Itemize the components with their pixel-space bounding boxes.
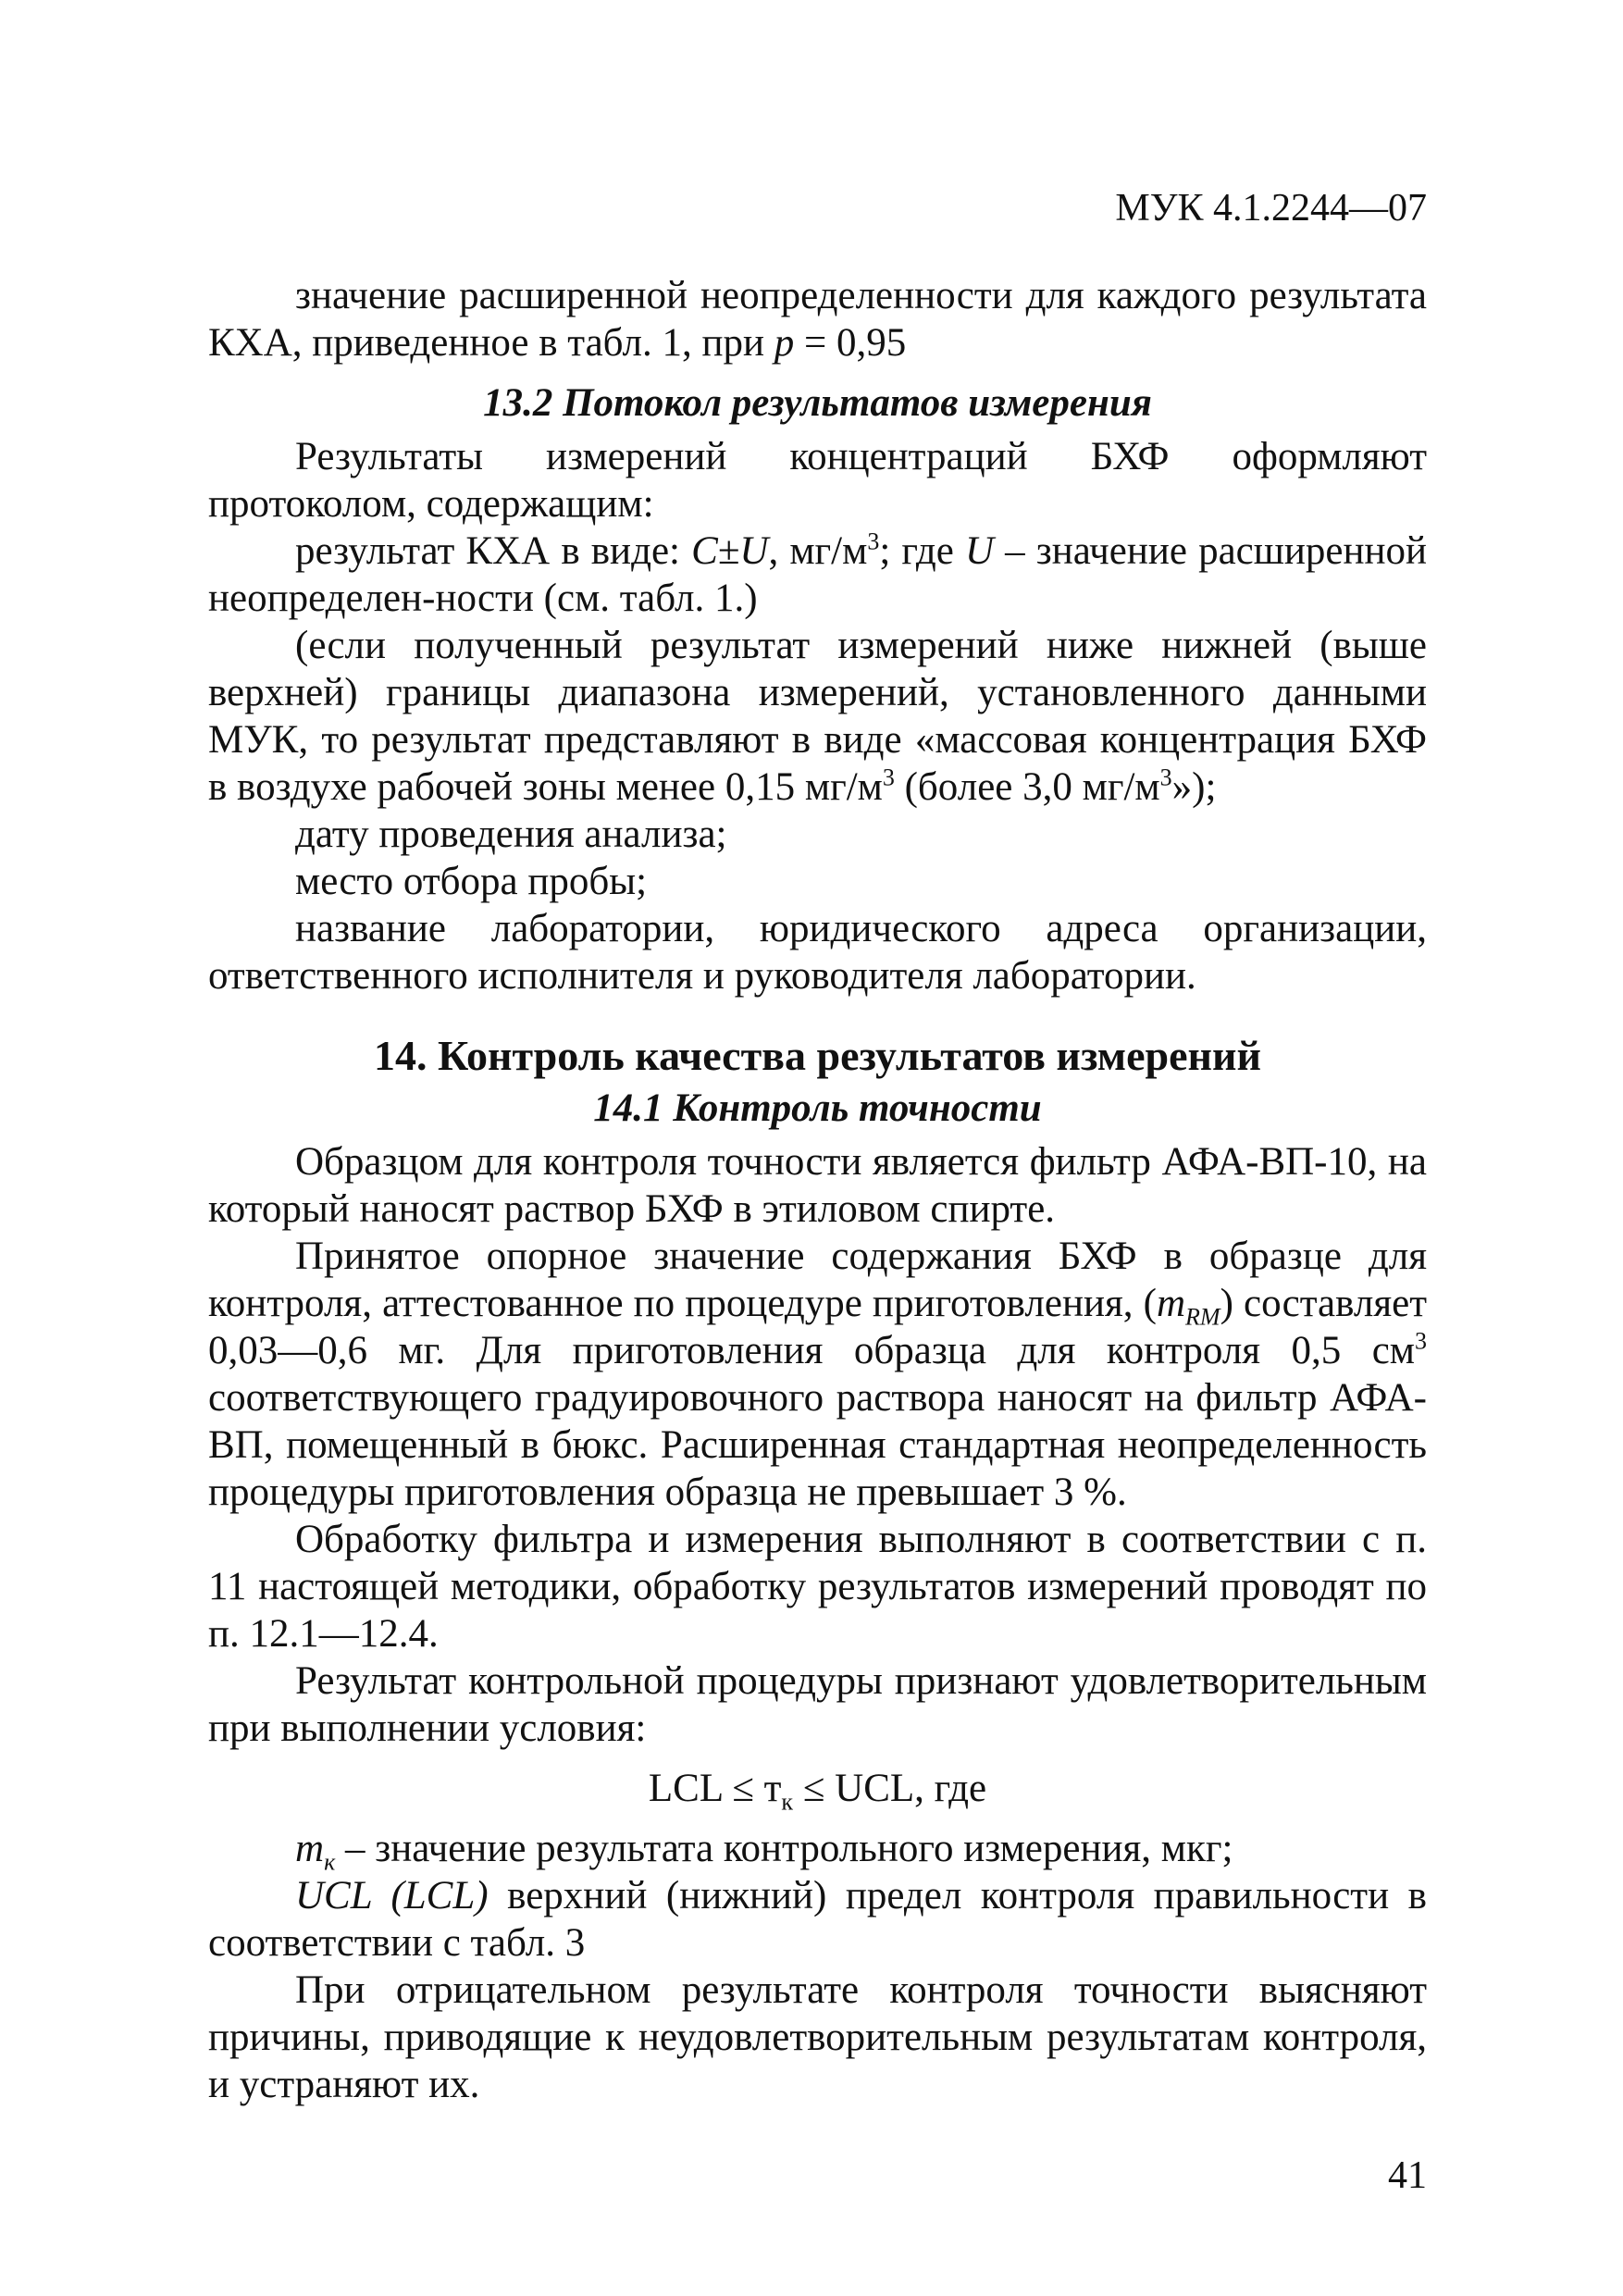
text: ≤ UCL, где [793, 1767, 987, 1810]
page-header: МУК 4.1.2244—07 [1115, 187, 1427, 230]
text: (если полученный результат измерений ниже нижней (выше верхней) границы диапазона измерений, установленного данными МУК, то результат представляют в виде «массовая концентрация БХФ в воздухе рабочей зоны менее 0,15 мг/м [208, 624, 1427, 809]
text: ; где [879, 529, 965, 573]
text: результат КХА в виде: [295, 529, 692, 573]
paragraph-place: место отбора пробы; [295, 860, 648, 903]
text: LCL ≤ т [648, 1767, 782, 1810]
paragraph-range-note [208, 622, 1427, 811]
text: верхний (нижний) предел контроля правильности в соответствии с табл. 3 [208, 1874, 1427, 1965]
subsection-heading-13-2: 13.2 Потокол результатов измерения [483, 381, 1152, 425]
paragraph-processing: Обработку фильтра и измерения выполняют в соответствии с п. 11 настоящей методики, обработку результатов измерений проводят по п. 12.1—12.4. [208, 1518, 1427, 1656]
text: = 0,95 [794, 321, 907, 365]
subscript: к [781, 1788, 794, 1816]
paragraph-tk-definition [208, 1825, 1427, 1876]
page-content [208, 272, 1427, 2108]
symbol-u: U [964, 529, 995, 573]
subscript-rm: RM [1185, 1303, 1220, 1331]
text: значение расширенной неопределенности для каждого результата КХА, приведенное в табл. 1, при [208, 274, 1427, 365]
symbol-t: т [295, 1827, 325, 1870]
paragraph-reference-value [208, 1233, 1427, 1516]
symbol-m: m [1156, 1282, 1186, 1325]
text: соответствующего градуировочного раствора наносят на фильтр АФА-ВП, помещенный в бюкс. Расширенная стандартная неопределенность процедуры приготовления образца не превышает 3 %. [208, 1376, 1427, 1514]
text: – значение результата контрольного измерения, мкг; [335, 1827, 1233, 1870]
symbol-ucl: UCL (LCL) [295, 1874, 489, 1917]
superscript: 3 [1159, 763, 1172, 791]
superscript: 3 [867, 527, 880, 555]
section-heading-14: 14. Контроль качества результатов измерений [373, 1032, 1262, 1079]
superscript: 3 [882, 763, 895, 791]
paragraph-lab-name: название лаборатории, юридического адреса организации, ответственного исполнителя и руководителя лаборатории. [208, 907, 1427, 998]
paragraph-uncertainty [208, 272, 1427, 366]
text: »); [1171, 765, 1217, 809]
subsection-heading-14-1: 14.1 Контроль точности [593, 1086, 1042, 1130]
paragraph-condition: Результат контрольной процедуры признают удовлетворительным при выполнении условия: [208, 1659, 1427, 1750]
paragraph-negative-result: При отрицательном результате контроля точности выясняют причины, приводящие к неудовлетворительным результатам контроля, и устраняют их. [208, 1968, 1427, 2106]
paragraph-sample: Образцом для контроля точности является фильтр АФА-ВП-10, на который наносят раствор БХФ в этиловом спирте. [208, 1140, 1427, 1231]
superscript: 3 [1415, 1327, 1427, 1355]
text: – значение расширенной неопределен-ности (см. табл. 1.) [208, 529, 1427, 620]
formula-c-u: C±U [691, 529, 769, 573]
formula-lcl-ucl [208, 1765, 1427, 1816]
text: ) составляет 0,03—0,6 мг. Для приготовления образца для контроля 0,5 см [208, 1282, 1427, 1372]
text: , мг/м [768, 529, 868, 573]
paragraph-result-form [208, 527, 1427, 622]
symbol-p: p [774, 321, 795, 365]
text: Принятое опорное значение содержания БХФ в образце для контроля, аттестованное по процедуре приготовления, ( [208, 1235, 1427, 1325]
page-number: 41 [1388, 2154, 1427, 2197]
paragraph-date: дату проведения анализа; [295, 813, 727, 856]
text: (более 3,0 мг/м [894, 765, 1160, 809]
subscript: к [324, 1848, 336, 1876]
paragraph-protocol: Результаты измерений концентраций БХФ оформляют протоколом, содержащим: [208, 435, 1427, 526]
paragraph-ucl-definition [208, 1872, 1427, 1967]
